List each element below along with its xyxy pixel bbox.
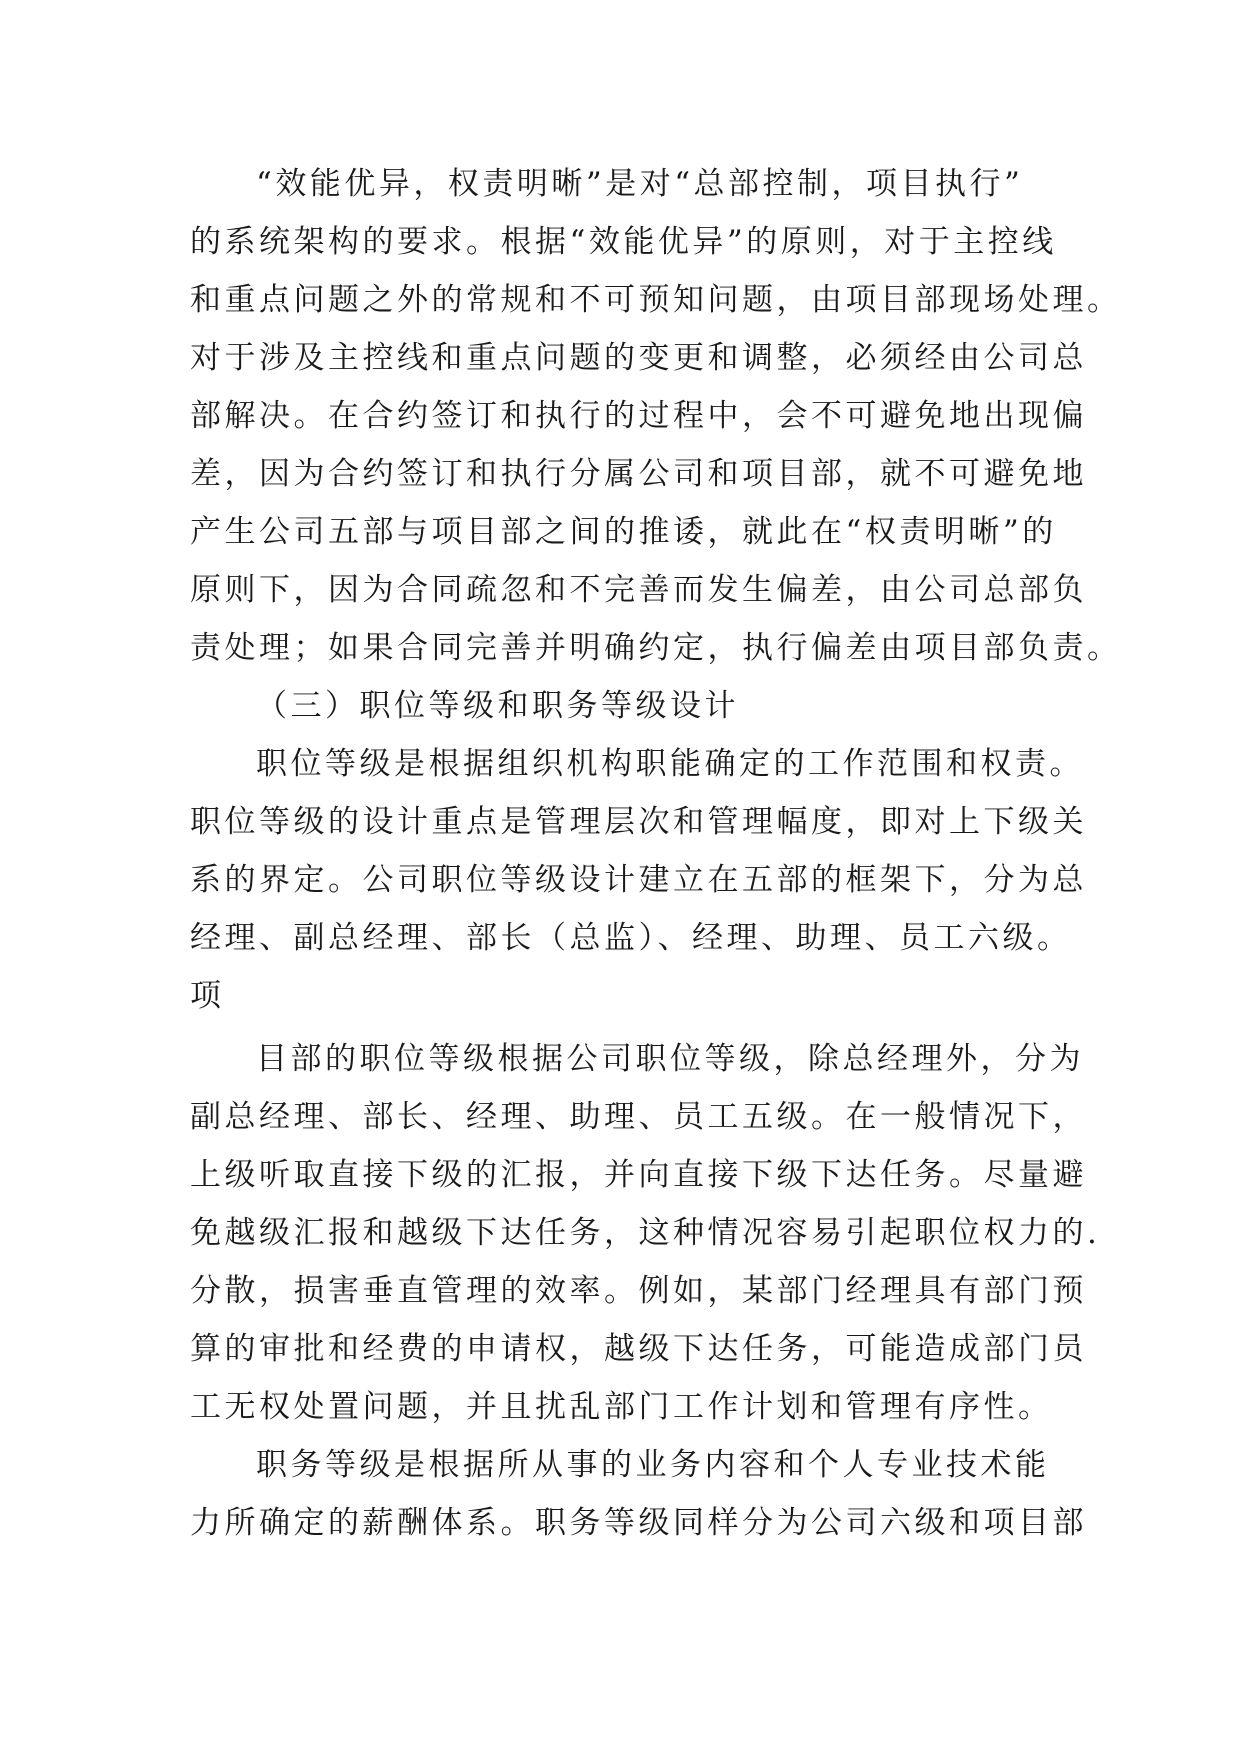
paragraph-line: 对于涉及主控线和重点问题的变更和调整，必须经由公司总 — [190, 340, 1087, 376]
paragraph-line: 分散，损害垂直管理的效率。例如，某部门经理具有部门预 — [190, 1273, 1087, 1309]
paragraph-line: 经理、副总经理、部长（总监）、经理、助理、员工六级。 — [190, 920, 1072, 956]
paragraph-line: 职位等级的设计重点是管理层次和管理幅度，即对上下级关 — [190, 804, 1087, 840]
paragraph-line: 免越级汇报和越级下达任务，这种情况容易引起职位权力的. — [190, 1215, 1101, 1251]
paragraph-line: 力所确定的薪酬体系。职务等级同样分为公司六级和项目部 — [190, 1505, 1087, 1541]
paragraph-line: 算的审批和经费的申请权，越级下达任务，可能造成部门员 — [190, 1331, 1087, 1367]
paragraph-line: 原则下，因为合同疏忽和不完善而发生偏差，由公司总部负 — [190, 572, 1087, 608]
paragraph-line: 目部的职位等级根据公司职位等级，除总经理外，分为 — [256, 1041, 1084, 1077]
paragraph-line: 项 — [190, 978, 225, 1014]
paragraph-line: 责处理；如果合同完善并明确约定，执行偏差由项目部负责。 — [190, 630, 1122, 666]
paragraph-line: 的系统架构的要求。根据“效能优异”的原则，对于主控线 — [190, 224, 1057, 260]
paragraph-line: 工无权处置问题，并且扰乱部门工作计划和管理有序性。 — [190, 1389, 1053, 1425]
paragraph-line: 产生公司五部与项目部之间的推诿，就此在“权责明晰”的 — [190, 514, 1057, 550]
section-heading: （三）职位等级和职务等级设计 — [256, 688, 739, 724]
paragraph-line: 职位等级是根据组织机构职能确定的工作范围和权责。 — [256, 746, 1084, 782]
paragraph-line: 职务等级是根据所从事的业务内容和个人专业技术能 — [256, 1447, 1050, 1483]
paragraph-line: 上级听取直接下级的汇报，并向直接下级下达任务。尽量避 — [190, 1157, 1087, 1193]
paragraph-line: 和重点问题之外的常规和不可预知问题，由项目部现场处理。 — [190, 282, 1122, 318]
paragraph-line: “效能优异，权责明晰”是对“总部控制，项目执行” — [256, 166, 1024, 202]
paragraph-line: 部解决。在合约签订和执行的过程中，会不可避免地出现偏 — [190, 398, 1087, 434]
paragraph-line: 差，因为合约签订和执行分属公司和项目部，就不可避免地 — [190, 456, 1087, 492]
paragraph-line: 系的界定。公司职位等级设计建立在五部的框架下，分为总 — [190, 862, 1087, 898]
paragraph-line: 副总经理、部长、经理、助理、员工五级。在一般情况下， — [190, 1099, 1087, 1135]
